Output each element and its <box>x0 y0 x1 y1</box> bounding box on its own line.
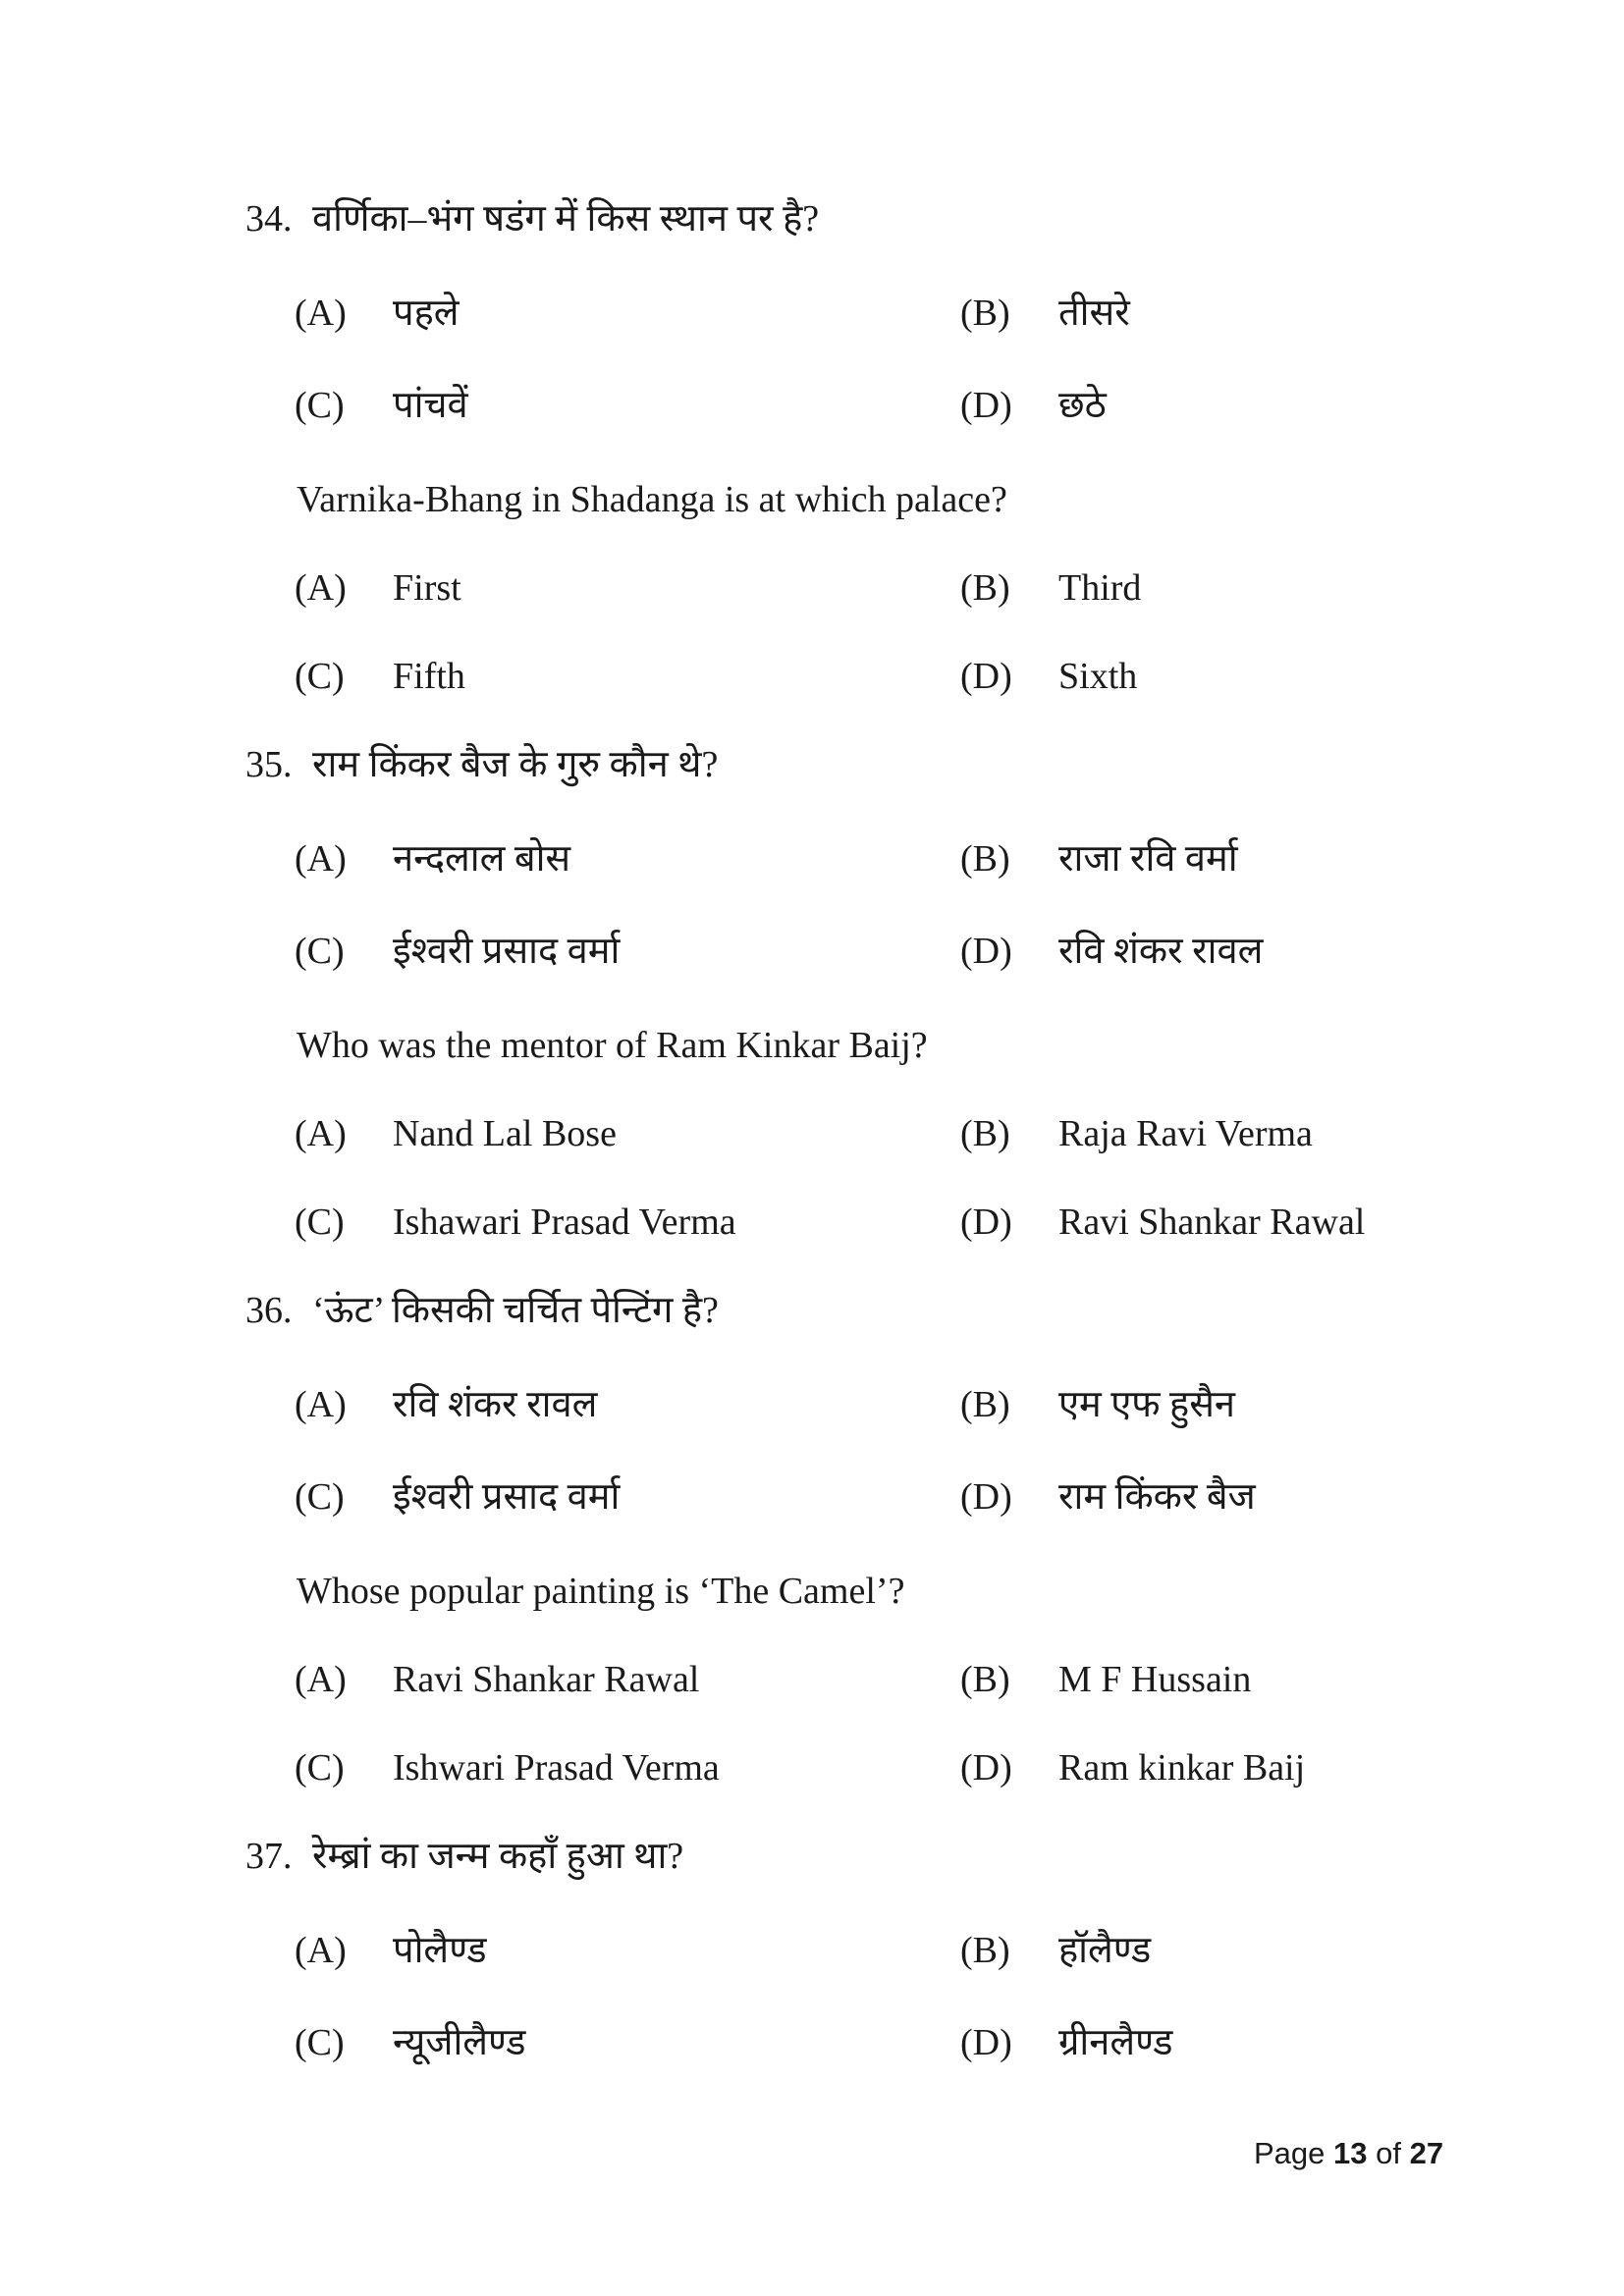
option-letter: (A) <box>295 1930 347 1971</box>
option-text: Raja Ravi Verma <box>1058 1113 1313 1154</box>
option-letter: (B) <box>960 567 1010 609</box>
option-text: राम किंकर बैज <box>1058 1476 1256 1518</box>
option-letter: (B) <box>960 1930 1010 1971</box>
option-letter: (A) <box>295 838 347 880</box>
question-text-english: Whose popular painting is ‘The Camel’? <box>297 1571 905 1612</box>
option-text: Ravi Shankar Rawal <box>1058 1201 1366 1243</box>
option-letter: (B) <box>960 1384 1010 1425</box>
question-number: 36. <box>245 1290 293 1331</box>
option-text: Ishawari Prasad Verma <box>393 1201 736 1243</box>
option-text: ईश्वरी प्रसाद वर्मा <box>393 931 621 972</box>
option-letter: (D) <box>960 931 1012 972</box>
question-hindi <box>245 1838 683 1875</box>
option-text: Nand Lal Bose <box>393 1113 617 1154</box>
option-text: राजा रवि वर्मा <box>1058 838 1238 880</box>
question-number: 35. <box>245 744 293 785</box>
option-text: नन्दलाल बोस <box>393 838 571 880</box>
page-number-footer <box>1254 2136 1443 2171</box>
question-hindi <box>245 200 819 238</box>
question-hindi <box>245 746 718 783</box>
option-letter: (A) <box>295 293 347 334</box>
option-text: छठे <box>1058 385 1107 426</box>
question-text-hindi: वर्णिका–भंग षडंग में किस स्थान पर है? <box>312 198 820 240</box>
question-text-hindi: ‘ऊंट’ किसकी चर्चित पेन्टिंग है? <box>312 1290 719 1331</box>
question-text-english: Varnika-Bhang in Shadanga is at which palace? <box>297 479 1007 520</box>
option-text: Ishwari Prasad Verma <box>393 1747 720 1789</box>
option-letter: (C) <box>295 1747 345 1789</box>
option-text: Third <box>1058 567 1142 609</box>
option-text: हॉलैण्ड <box>1058 1930 1152 1971</box>
option-letter: (C) <box>295 931 345 972</box>
option-text: रवि शंकर रावल <box>1058 931 1264 972</box>
option-text: तीसरे <box>1058 293 1130 334</box>
option-letter: (B) <box>960 838 1010 880</box>
question-number: 37. <box>245 1836 293 1877</box>
option-letter: (A) <box>295 567 347 609</box>
option-letter: (D) <box>960 1201 1012 1243</box>
question-text-english: Who was the mentor of Ram Kinkar Baij? <box>297 1025 928 1066</box>
option-letter: (B) <box>960 1113 1010 1154</box>
option-letter: (A) <box>295 1384 347 1425</box>
question-text-hindi: रेम्ब्रां का जन्म कहाँ हुआ था? <box>312 1836 684 1877</box>
option-text: ईश्वरी प्रसाद वर्मा <box>393 1476 621 1518</box>
question-number: 34. <box>245 198 293 240</box>
option-text: पांचवें <box>393 385 468 426</box>
option-letter: (A) <box>295 1659 347 1700</box>
option-letter: (C) <box>295 656 345 697</box>
option-text: ग्रीनलैण्ड <box>1058 2022 1173 2063</box>
option-letter: (B) <box>960 1659 1010 1700</box>
option-text: एम एफ हुसैन <box>1058 1384 1236 1425</box>
option-letter: (D) <box>960 1476 1012 1518</box>
option-text: Ram kinkar Baij <box>1058 1747 1306 1789</box>
option-text: पोलैण्ड <box>393 1930 487 1971</box>
option-letter: (C) <box>295 2022 345 2063</box>
option-letter: (D) <box>960 2022 1012 2063</box>
option-letter: (C) <box>295 1201 345 1243</box>
of-word: of <box>1376 2136 1401 2170</box>
option-letter: (C) <box>295 1476 345 1518</box>
page-word: Page <box>1254 2136 1326 2170</box>
question-hindi <box>245 1292 719 1329</box>
option-letter: (C) <box>295 385 345 426</box>
option-text: रवि शंकर रावल <box>393 1384 598 1425</box>
option-text: Sixth <box>1058 656 1138 697</box>
option-letter: (A) <box>295 1113 347 1154</box>
option-letter: (D) <box>960 656 1012 697</box>
option-text: First <box>393 567 461 609</box>
option-letter: (D) <box>960 1747 1012 1789</box>
option-text: M F Hussain <box>1058 1659 1252 1700</box>
option-text: न्यूजीलैण्ड <box>393 2022 526 2063</box>
option-text: पहले <box>393 293 460 334</box>
total-page-number: 27 <box>1409 2136 1444 2170</box>
current-page-number: 13 <box>1333 2136 1368 2170</box>
option-text: Ravi Shankar Rawal <box>393 1659 700 1700</box>
option-text: Fifth <box>393 656 465 697</box>
option-letter: (B) <box>960 293 1010 334</box>
question-text-hindi: राम किंकर बैज के गुरु कौन थे? <box>312 744 719 785</box>
option-letter: (D) <box>960 385 1012 426</box>
